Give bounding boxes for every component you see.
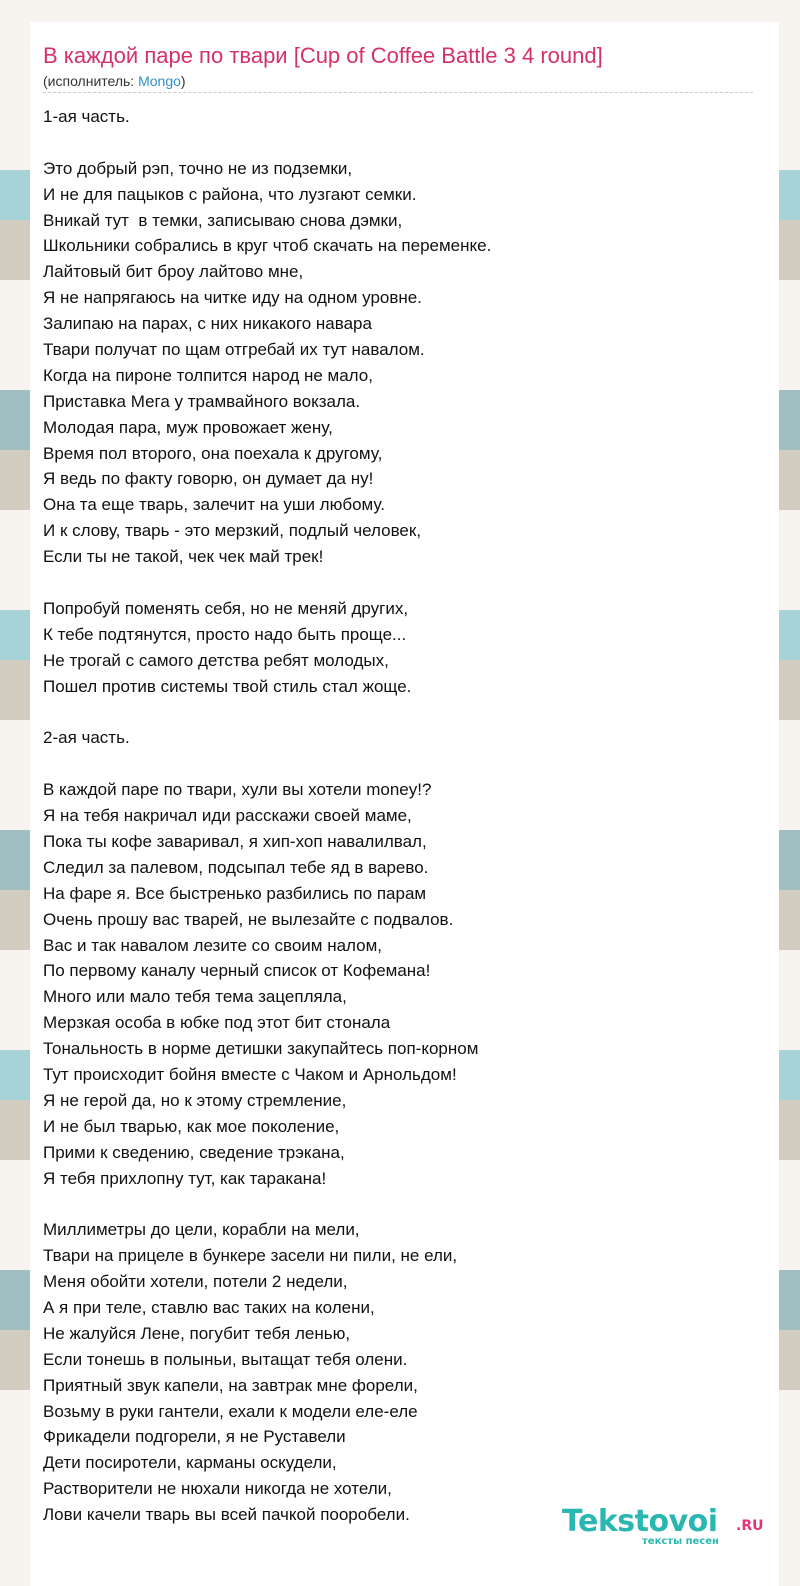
artist-line: [43, 72, 186, 90]
lyric-line: Много или мало тебя тема зацепляла,: [43, 987, 347, 1007]
lyric-line: 2-ая часть.: [43, 728, 130, 748]
logo-tld: .RU: [736, 1518, 764, 1534]
lyric-line: Попробуй поменять себя, но не меняй других,: [43, 598, 409, 618]
lyric-line: Возьму в руки гантели, ехали к модели еле-еле: [43, 1401, 418, 1421]
lyric-line: Приятный звук капели, на завтрак мне форели,: [43, 1375, 418, 1395]
lyrics-text: [43, 104, 491, 1528]
lyric-line: Школьники собрались в круг чтоб скачать на переменке.: [43, 236, 492, 256]
lyric-line: Она та еще тварь, залечит на уши любому.: [43, 495, 385, 515]
lyric-line: Растворители не нюхали никогда не хотели,: [43, 1479, 392, 1499]
lyric-line: Залипаю на парах, с них никакого навара: [43, 314, 372, 334]
lyric-line: [43, 570, 491, 596]
lyric-line: [43, 130, 491, 156]
lyric-line: Мерзкая особа в юбке под этот бит стонала: [43, 1013, 391, 1033]
artist-prefix: (исполнитель:: [43, 73, 139, 89]
lyric-line: По первому каналу черный список от Кофемана!: [43, 961, 431, 981]
lyric-line: Твари получат по щам отгребай их тут навалом.: [43, 340, 425, 360]
lyrics-card: [30, 22, 779, 1586]
lyric-line: Если тонешь в полыньи, вытащат тебя олени.: [43, 1349, 408, 1369]
lyric-line: Вникай тут в темки, записываю снова дэмки,: [43, 210, 403, 230]
lyric-line: На фаре я. Все быстренько разбились по парам: [43, 883, 427, 903]
lyric-line: Не трогай с самого детства ребят молодых,: [43, 650, 389, 670]
lyric-line: Следил за палевом, подсыпал тебе яд в варево.: [43, 857, 429, 877]
lyric-line: Дети посиротели, карманы оскудели,: [43, 1453, 337, 1473]
logo-name: Tekstovoi: [562, 1504, 718, 1539]
lyric-line: Я не напрягаюсь на читке иду на одном уровне.: [43, 288, 422, 308]
lyric-line: [43, 699, 491, 725]
lyric-line: Время пол второго, она поехала к другому,: [43, 443, 383, 463]
lyric-line: Я ведь по факту говорю, он думает да ну!: [43, 469, 374, 489]
logo-tagline: тексты песен: [642, 1536, 719, 1547]
song-title: В каждой паре по твари [Cup of Coffee Battle 3 4 round]: [43, 43, 603, 68]
artist-link[interactable]: Mongo: [138, 73, 181, 89]
lyric-line: Тональность в норме детишки закупайтесь поп-корном: [43, 1039, 479, 1059]
lyric-line: В каждой паре по твари, хули вы хотели money!?: [43, 780, 432, 800]
lyric-line: И не для пацыков с района, что лузгают семки.: [43, 184, 417, 204]
lyric-line: Если ты не такой, чек чек май трек!: [43, 547, 324, 567]
lyric-line: Приставка Мега у трамвайного вокзала.: [43, 391, 361, 411]
lyric-line: К тебе подтянутся, просто надо быть проще...: [43, 624, 407, 644]
lyric-line: Миллиметры до цели, корабли на мели,: [43, 1220, 360, 1240]
lyric-line: Пока ты кофе заваривал, я хип-хоп навалилвал,: [43, 831, 427, 851]
lyric-line: Пошел против системы твой стиль стал жоще.: [43, 676, 412, 696]
lyric-line: Я тебя прихлопну тут, как таракана!: [43, 1168, 327, 1188]
lyric-line: Лови качели тварь вы всей пачкой пооробели.: [43, 1505, 410, 1525]
artist-suffix: ): [180, 73, 186, 89]
lyric-line: Тут происходит бойня вместе с Чаком и Арнольдом!: [43, 1064, 457, 1084]
lyric-line: А я при теле, ставлю вас таких на колени,: [43, 1297, 375, 1317]
lyric-line: Я на тебя накричал иди расскажи своей маме,: [43, 806, 412, 826]
lyric-line: Молодая пара, муж провожает жену,: [43, 417, 333, 437]
lyric-line: Вас и так навалом лезите со своим налом,: [43, 935, 383, 955]
lyric-line: 1-ая часть.: [43, 107, 130, 126]
lyric-line: Прими к сведению, сведение трэкана,: [43, 1142, 345, 1162]
lyric-line: И к слову, тварь - это мерзкий, подлый человек,: [43, 521, 422, 541]
lyric-line: Очень прошу вас тварей, не вылезайте с подвалов.: [43, 909, 454, 929]
lyric-line: [43, 751, 491, 777]
lyric-line: Лайтовый бит броу лайтово мне,: [43, 262, 304, 282]
lyric-line: Я не герой да, но к этому стремление,: [43, 1090, 347, 1110]
lyric-line: Твари на прицеле в бункере засели ни пили, не ели,: [43, 1246, 458, 1266]
lyric-line: Меня обойти хотели, потели 2 недели,: [43, 1272, 348, 1292]
lyric-line: [43, 1191, 491, 1217]
lyric-line: И не был тварью, как мое поколение,: [43, 1116, 340, 1136]
site-logo[interactable]: [562, 1502, 772, 1552]
lyric-line: Фрикадели подгорели, я не Руставели: [43, 1427, 346, 1447]
lyric-line: Когда на пироне толпится народ не мало,: [43, 365, 373, 385]
lyric-line: Это добрый рэп, точно не из подземки,: [43, 158, 353, 178]
lyric-line: Не жалуйся Лене, погубит тебя ленью,: [43, 1323, 351, 1343]
title-divider: [43, 92, 753, 93]
